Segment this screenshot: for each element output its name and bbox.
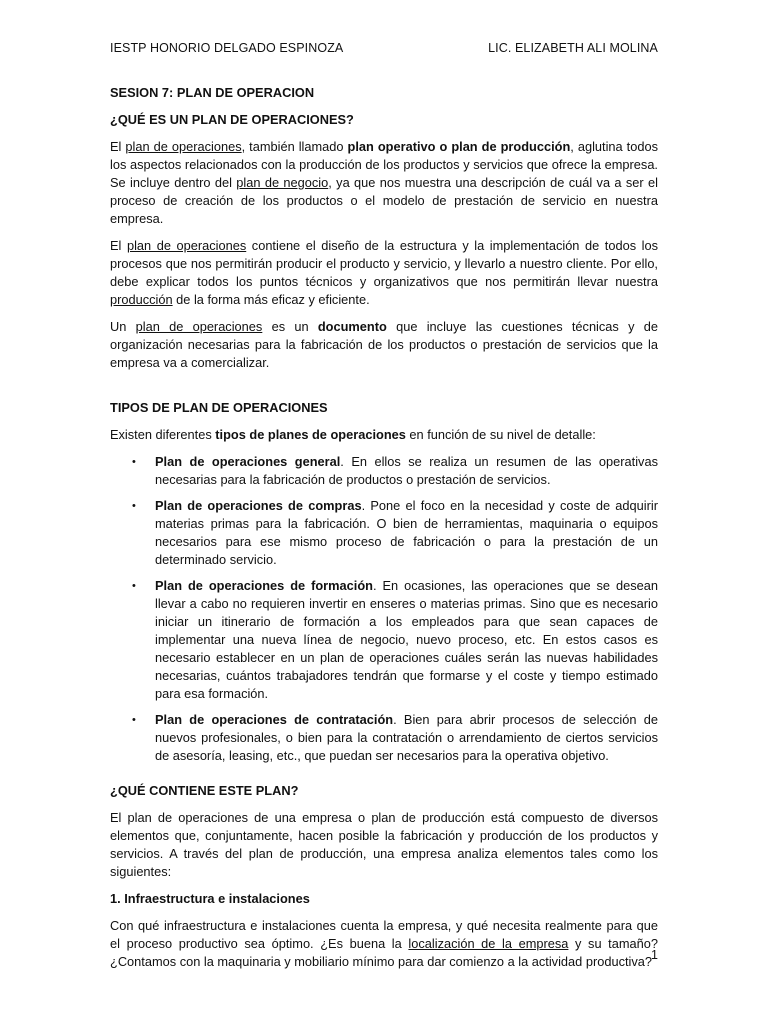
list-item: • Plan de operaciones de formación. En ocasiones, las operaciones que se desean llevar a cabo no requieren invertir en enseres o materias primas. Sino que es necesario iniciar un itinerario de formación a los empleados para que sean capaces de implementar una nueva línea de negocio, nuevo proceso, etc. En estos casos es necesario establecer en un plan de operaciones cuáles serán las nuevas habilidades necesarias, cuántos trabajadores tendrán que formarse y el coste y tiempo estimado para esa formación. <box>132 578 658 701</box>
bullet-icon: • <box>132 580 136 592</box>
list-item: • Plan de operaciones de contratación. Bien para abrir procesos de selección de nuevos profesionales, o bien para la contratación o arrendamiento de ciertos servicios de asesoría, leasing, etc., que puedan ser necesarios para la operativa objetivo. <box>132 712 658 763</box>
subheading-infraestructura: 1. Infraestructura e instalaciones <box>110 891 310 906</box>
paragraph-content: El plan de operaciones contiene el diseño de la estructura y la implementación de todos los procesos que nos permitirán producir el producto y servicio, y llevarlo a nuestro cliente. Por ello, debe explicar todos los puntos técnicos y organizativos que nos permitirán llevar nuestra producción de la forma más eficaz y eficiente. <box>110 238 659 307</box>
link-localizacion[interactable]: localización de la empresa <box>408 936 569 951</box>
tipos-list <box>110 453 658 765</box>
section-heading-que-es: ¿QUÉ ES UN PLAN DE OPERACIONES? <box>110 112 354 127</box>
section-heading-que-contiene: ¿QUÉ CONTIENE ESTE PLAN? <box>110 783 299 798</box>
link-plan-de-operaciones[interactable]: plan de operaciones <box>135 319 263 334</box>
paragraph-document: Un plan de operaciones es un documento que incluye las cuestiones técnicas y de organización necesarias para la fabricación de los productos o prestación de servicios que la empresa va a comercializar. <box>110 319 658 370</box>
list-item: • Plan de operaciones de compras. Pone el foco en la necesidad y coste de adquirir materias primas para la fabricación. O bien de herramientas, maquinaria o equipos necesarios para ese mismo proceso de fabricación o para la prestación de un determinado servicio. <box>132 498 658 567</box>
section-heading-tipos: TIPOS DE PLAN DE OPERACIONES <box>110 400 328 415</box>
paragraph-definition: El plan de operaciones, también llamado plan operativo o plan de producción, aglutina todos los aspectos relacionados con la producción de los productos y servicios que ofrece la empresa. Se incluye dentro del plan de negocio, ya que nos muestra una descripción de cuál va a ser el proceso de creación de los productos o el modelo de prestación de servicio en nuestra empresa. <box>110 139 658 226</box>
link-plan-de-operaciones[interactable]: plan de operaciones <box>126 238 247 253</box>
header-institution: IESTP HONORIO DELGADO ESPINOZA <box>110 41 344 55</box>
link-plan-de-negocio[interactable]: plan de negocio <box>236 175 329 190</box>
paragraph-que-contiene: El plan de operaciones de una empresa o plan de producción está compuesto de diversos elementos que, conjuntamente, hacen posible la fabricación y producción de los productos y servicios. A través del plan de producción, una empresa analiza elementos tales como los siguientes: <box>110 810 658 879</box>
document-body <box>110 84 658 980</box>
bullet-icon: • <box>132 500 136 512</box>
paragraph-infraestructura: Con qué infraestructura e instalaciones cuenta la empresa, y qué necesita realmente para que el proceso productivo sea óptimo. ¿Es buena la localización de la empresa y su tamaño? ¿Contamos con la maquinaria y mobiliario mínimo para dar comienzo a la actividad productiva? <box>110 918 658 969</box>
link-plan-de-operaciones[interactable]: plan de operaciones <box>125 139 242 154</box>
bullet-icon: • <box>132 714 136 726</box>
page-header <box>110 41 658 55</box>
list-item: • Plan de operaciones general. En ellos se realiza un resumen de las operativas necesarias para la fabricación de productos o prestación de servicios. <box>132 454 658 487</box>
session-title: SESION 7: PLAN DE OPERACION <box>110 85 315 100</box>
link-produccion[interactable]: producción <box>110 292 173 307</box>
paragraph-tipos-intro: Existen diferentes tipos de planes de operaciones en función de su nivel de detalle: <box>110 427 596 442</box>
page-number: 1 <box>651 948 658 962</box>
header-author: LIC. ELIZABETH ALI MOLINA <box>488 41 658 55</box>
bullet-icon: • <box>132 456 136 468</box>
